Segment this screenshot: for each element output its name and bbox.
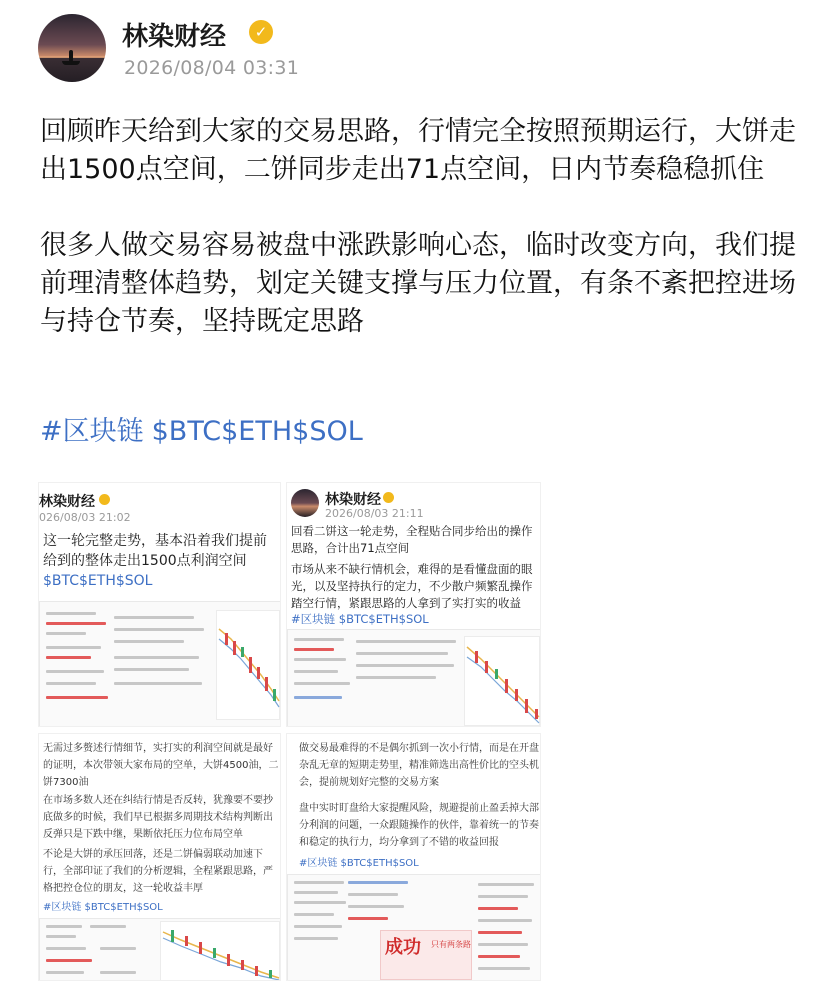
image-author-name: 林染财经: [39, 494, 95, 510]
image-tag: #区块链 $BTC$ETH$SOL: [291, 612, 429, 626]
image-text: 不论是大饼的承压回落，还是二饼偏弱联动加速下行，全部印证了我们的分析逻辑，全程紧跟思路，严格把控仓位的朋友，这一轮收益丰厚: [43, 849, 273, 894]
success-banner: [380, 930, 472, 980]
image-tag: #区块链 $BTC$ETH$SOL: [43, 902, 163, 913]
candlestick-chart: [464, 636, 540, 726]
cashtag-link[interactable]: $BTC$: [151, 416, 239, 447]
image-timestamp: 026/08/03 21:02: [39, 511, 131, 524]
verified-badge-icon: [99, 494, 110, 505]
image-text: 做交易最难得的不是偶尔抓到一次小行情，而是在开盘杂乱无章的短期走势里，精准筛选出高性价比的空头机会，提前规划好完整的交易方案: [299, 743, 539, 788]
image-text: 回看二饼这一轮走势，全程贴合同步给出的操作思路，合计出71点空间: [291, 524, 533, 555]
image-text: 在市场多数人还在纠结行情是否反转，犹豫要不要抄底做多的时候，我们早已根据多周期技术结构判断出反弹只是下跌中继，果断依托压力位布局空单: [43, 795, 273, 840]
image-thumbnail[interactable]: [286, 482, 541, 727]
image-text: 这一轮完整走势，基本沿着我们提前给到的整体走出1500点利润空间: [43, 533, 267, 569]
avatar[interactable]: [38, 14, 106, 82]
avatar: [291, 489, 319, 517]
post-timestamp: 2026/08/04 03:31: [124, 57, 300, 79]
avatar-boat: [62, 61, 80, 65]
success-banner-title: 成功: [385, 937, 421, 958]
hashtag-link[interactable]: #区块链: [40, 416, 144, 447]
image-thumbnail[interactable]: [38, 482, 281, 727]
embedded-screenshot: [287, 629, 541, 727]
image-tag: #区块链 $BTC$ETH$SOL: [299, 858, 419, 869]
post-paragraph: 很多人做交易容易被盘中涨跌影响心态，临时改变方向，我们提前理清整体趋势，划定关键支撑与压力位置，有条不紊把控进场与持仓节奏，坚持既定思路: [40, 230, 796, 337]
embedded-screenshot: [39, 918, 281, 981]
image-timestamp: 2026/08/03 21:11: [325, 507, 424, 520]
image-tag: $BTC$ETH$SOL: [43, 573, 153, 589]
candlestick-chart: [160, 921, 280, 981]
post-tags: [40, 413, 371, 451]
verified-badge-icon: [383, 492, 394, 503]
embedded-screenshot: [39, 601, 281, 727]
verified-badge-icon: ✓: [249, 20, 273, 44]
success-banner-subtitle: 只有两条路: [431, 940, 471, 949]
image-text: 市场从来不缺行情机会，难得的是看懂盘面的眼光，以及坚持执行的定力，不少散户频繁乱操作踏空行情，紧跟思路的人拿到了实打实的收益: [291, 562, 533, 610]
image-thumbnail[interactable]: [38, 733, 281, 981]
image-text: 无需过多赘述行情细节，实打实的利润空间就是最好的证明，本次带领大家布局的空单，大饼4500油，二饼7300油: [43, 743, 279, 788]
post-body: [40, 113, 800, 379]
image-text: 盘中实时盯盘给大家提醒风险，规避提前止盈丢掉大部分利润的问题，一众跟随操作的伙伴，靠着统一的节奏和稳定的执行力，均分拿到了不错的收益回报: [299, 803, 539, 848]
image-author-name: 林染财经: [325, 492, 381, 508]
post-header: [0, 0, 829, 100]
candlestick-chart: [216, 610, 280, 720]
author-name[interactable]: 林染财经: [122, 22, 227, 52]
cashtag-link[interactable]: SOL: [309, 416, 363, 447]
post-paragraph: 回顾昨天给到大家的交易思路，行情完全按照预期运行，大饼走出1500点空间，二饼同步走出71点空间，日内节奏稳稳抓住: [40, 116, 796, 185]
cashtag-link[interactable]: ETH$: [238, 416, 310, 447]
